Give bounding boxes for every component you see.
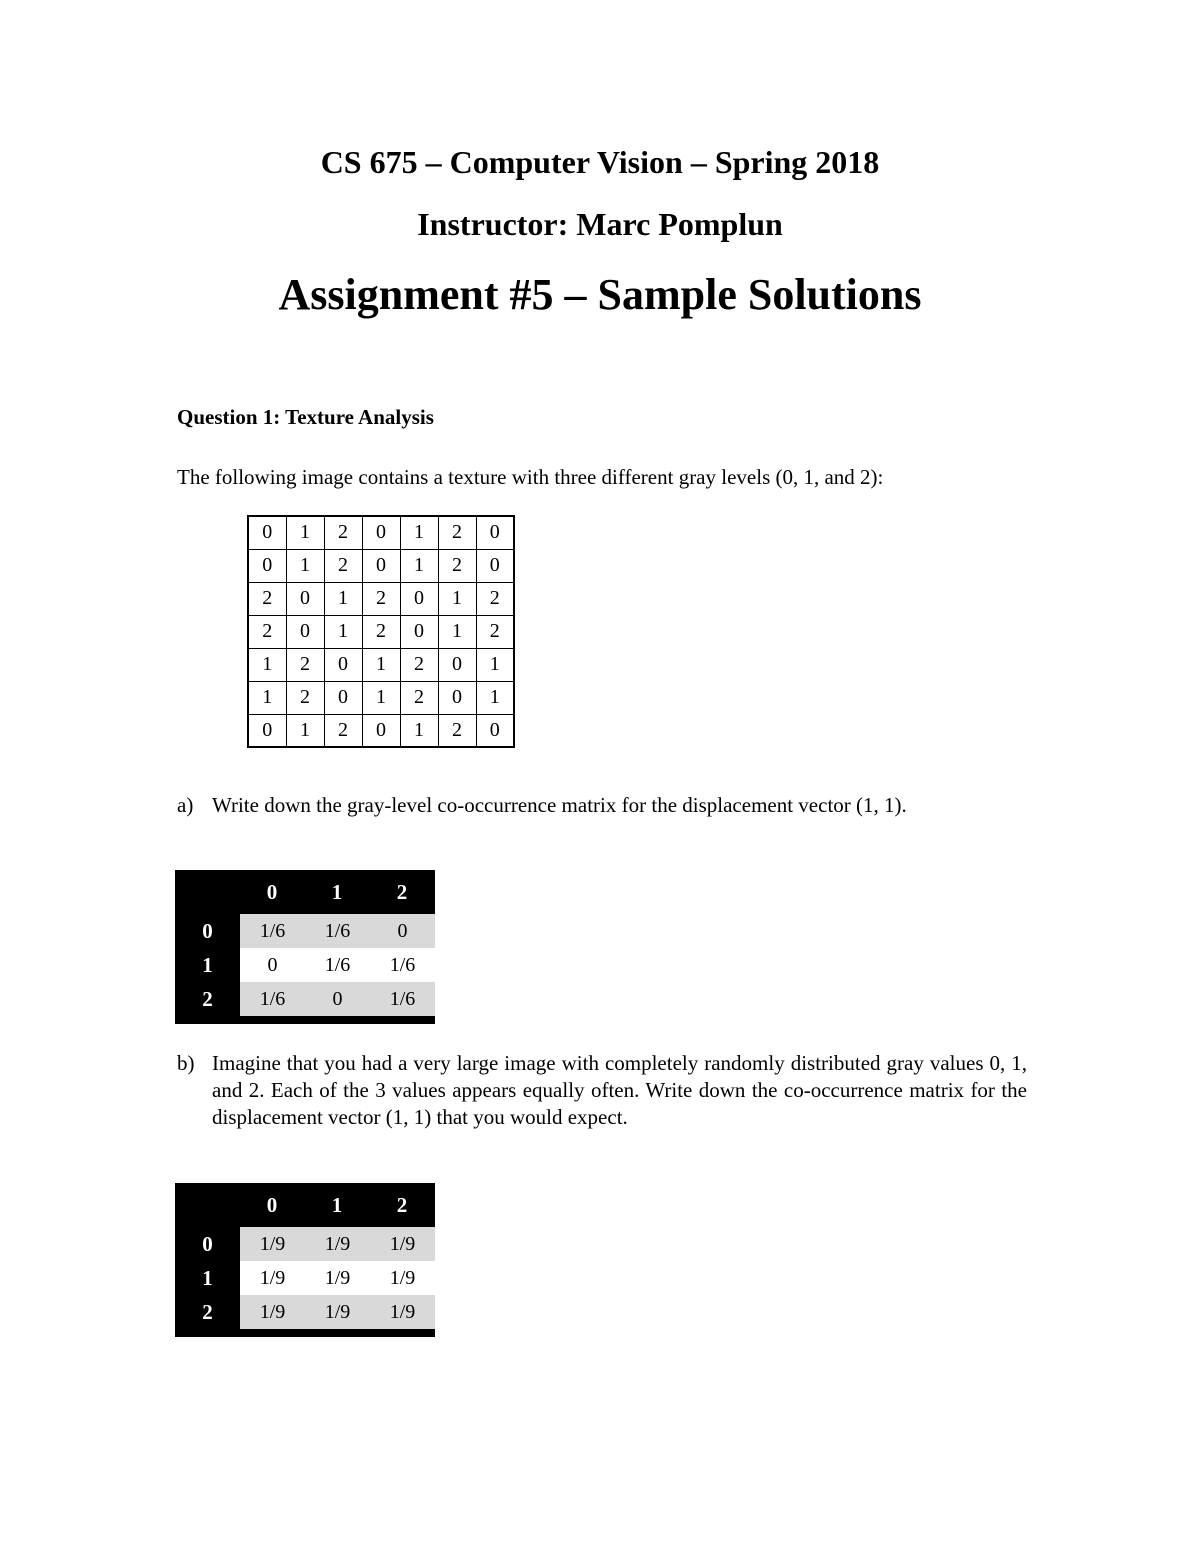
texture-cell: 2: [324, 549, 362, 582]
texture-cell: 2: [476, 582, 514, 615]
texture-cell: 2: [400, 648, 438, 681]
texture-cell: 2: [286, 681, 324, 714]
matrix-cell: 1/9: [389, 1267, 416, 1289]
matrix-cell: 1/9: [259, 1233, 286, 1255]
texture-cell: 0: [248, 714, 286, 747]
texture-cell: 2: [362, 615, 400, 648]
matrix-cell: 1/6: [389, 988, 416, 1010]
texture-cell: 2: [438, 516, 476, 549]
texture-cell: 0: [362, 549, 400, 582]
matrix-cell: 1/6: [324, 954, 351, 976]
texture-cell: 0: [248, 549, 286, 582]
matrix-cell: 0: [267, 954, 278, 976]
part-b: [177, 1050, 1027, 1131]
texture-cell: 2: [400, 681, 438, 714]
texture-cell: 1: [400, 516, 438, 549]
matrix-cell: 1/6: [389, 954, 416, 976]
texture-cell: 0: [400, 582, 438, 615]
texture-cell: 1: [286, 714, 324, 747]
texture-cell: 1: [324, 582, 362, 615]
matrix-row: [240, 1295, 435, 1329]
matrix-cell: 1/9: [324, 1301, 351, 1323]
texture-cell: 2: [286, 648, 324, 681]
texture-cell: 1: [438, 615, 476, 648]
texture-row: [248, 648, 514, 681]
matrix-row-header: 0: [202, 919, 213, 943]
texture-cell: 1: [362, 681, 400, 714]
texture-cell: 1: [438, 582, 476, 615]
texture-cell: 0: [324, 681, 362, 714]
matrix-cell: 1/6: [324, 920, 351, 942]
assignment-title: Assignment #5 – Sample Solutions: [278, 270, 922, 319]
matrix-row: [240, 948, 435, 982]
texture-cell: 1: [476, 681, 514, 714]
matrix-row: [240, 1227, 435, 1261]
texture-cell: 0: [400, 615, 438, 648]
texture-row: [248, 714, 514, 747]
texture-cell: 0: [476, 714, 514, 747]
part-b-text: Imagine that you had a very large image with completely randomly distributed gray values 0, 1, and 2. Each of the 3 values appears equally often. Write down the co-occurrence matrix for the displacement vector (1, 1) that you would expect.: [212, 1051, 1027, 1129]
texture-cell: 2: [248, 582, 286, 615]
texture-cell: 0: [362, 516, 400, 549]
matrix-cell: 1/6: [259, 920, 286, 942]
cooccurrence-matrix-b: [175, 1183, 435, 1337]
matrix-row: [240, 982, 435, 1016]
question-title: Question 1: Texture Analysis: [177, 405, 434, 429]
texture-cell: 1: [286, 516, 324, 549]
matrix-cell: 0: [332, 988, 343, 1010]
texture-row: [248, 516, 514, 549]
cooccurrence-matrix-a: [175, 870, 435, 1024]
texture-cell: 2: [362, 582, 400, 615]
texture-cell: 2: [324, 714, 362, 747]
texture-cell: 2: [438, 549, 476, 582]
matrix-cell: 1/9: [259, 1301, 286, 1323]
texture-row: [248, 681, 514, 714]
texture-cell: 0: [438, 648, 476, 681]
texture-cell: 0: [248, 516, 286, 549]
texture-cell: 1: [476, 648, 514, 681]
texture-cell: 1: [400, 714, 438, 747]
course-title: CS 675 – Computer Vision – Spring 2018: [320, 144, 880, 180]
matrix-cell: 1/9: [259, 1267, 286, 1289]
matrix-cell: 1/9: [324, 1267, 351, 1289]
matrix-col-header: 2: [396, 880, 408, 904]
matrix-cell: 0: [397, 920, 408, 942]
matrix-cell: 1/9: [389, 1233, 416, 1255]
texture-cell: 2: [438, 714, 476, 747]
part-b-label: b): [177, 1051, 195, 1075]
matrix-col-header: 0: [266, 1193, 278, 1217]
texture-cell: 0: [438, 681, 476, 714]
matrix-cell: 1/6: [259, 988, 286, 1010]
texture-cell: 1: [248, 648, 286, 681]
matrix-cell: 1/9: [389, 1301, 416, 1323]
matrix-row: [240, 1261, 435, 1295]
texture-cell: 2: [476, 615, 514, 648]
matrix-row-header: 1: [202, 1266, 213, 1290]
texture-row: [248, 615, 514, 648]
matrix-row-header: 0: [202, 1232, 213, 1256]
part-a: [177, 792, 1027, 819]
texture-cell: 1: [248, 681, 286, 714]
texture-cell: 2: [324, 516, 362, 549]
matrix-col-header: 1: [331, 880, 343, 904]
texture-grid: [247, 515, 515, 748]
texture-cell: 1: [400, 549, 438, 582]
texture-cell: 1: [286, 549, 324, 582]
matrix-row-header: 2: [202, 987, 213, 1011]
texture-row: [248, 582, 514, 615]
texture-cell: 0: [362, 714, 400, 747]
texture-cell: 0: [476, 549, 514, 582]
texture-cell: 2: [248, 615, 286, 648]
matrix-row: [240, 914, 435, 948]
instructor-line: Instructor: Marc Pomplun: [417, 206, 783, 242]
texture-cell: 1: [362, 648, 400, 681]
question-intro: The following image contains a texture with three different gray levels (0, 1, and 2):: [177, 465, 884, 489]
matrix-col-header: 2: [396, 1193, 408, 1217]
texture-cell: 0: [286, 615, 324, 648]
matrix-col-header: 0: [266, 880, 278, 904]
matrix-row-header: 2: [202, 1300, 213, 1324]
texture-cell: 1: [324, 615, 362, 648]
texture-cell: 0: [286, 582, 324, 615]
matrix-cell: 1/9: [324, 1233, 351, 1255]
matrix-row-header: 1: [202, 953, 213, 977]
texture-cell: 0: [324, 648, 362, 681]
matrix-col-header: 1: [331, 1193, 343, 1217]
texture-row: [248, 549, 514, 582]
part-a-label: a): [177, 793, 194, 817]
part-a-text: Write down the gray-level co-occurrence matrix for the displacement vector (1, 1).: [212, 793, 907, 817]
texture-cell: 0: [476, 516, 514, 549]
